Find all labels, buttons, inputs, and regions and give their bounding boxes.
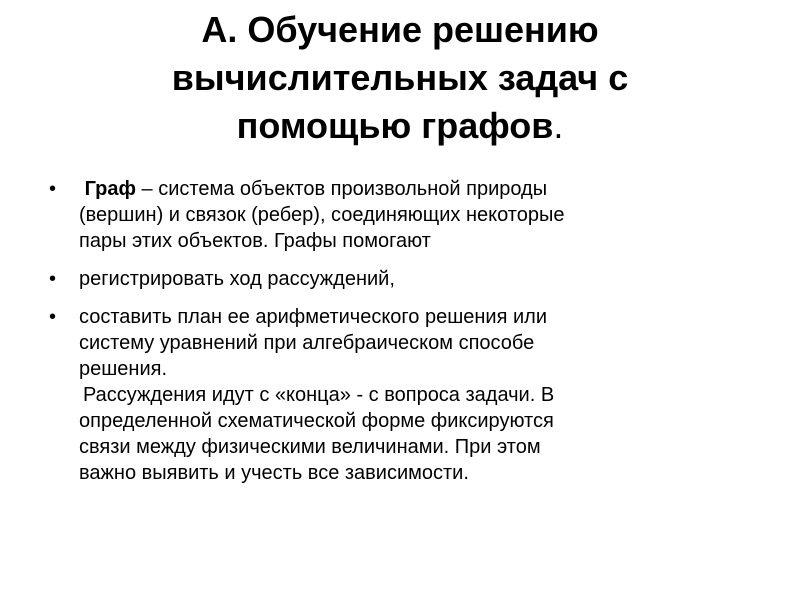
bullet-line: Рассуждения идут с «конца» - с вопроса задачи. В bbox=[83, 384, 555, 406]
bullet-line: систему уравнений при алгебраическом способе bbox=[79, 332, 535, 354]
bullet-line: пары этих объектов. Графы помогают bbox=[79, 230, 431, 252]
title-period: . bbox=[553, 105, 564, 146]
title-line-2: вычислительных задач с bbox=[171, 57, 629, 98]
bullet-item-register bbox=[47, 266, 747, 292]
term-graph: Граф bbox=[84, 178, 136, 200]
title-line-1: А. Обучение решению bbox=[201, 9, 599, 50]
bullet-list bbox=[47, 176, 747, 498]
bullet-line: связи между физическими величинами. При этом bbox=[79, 436, 541, 458]
bullet-line: (вершин) и связок (ребер), соединяющих некоторые bbox=[79, 204, 565, 226]
title-line-3-text: помощью графов bbox=[236, 105, 554, 146]
bullet-icon: • bbox=[49, 306, 57, 328]
bullet-text: – система объектов произвольной природы bbox=[135, 178, 548, 200]
bullet-line: составить план ее арифметического решения или bbox=[79, 306, 547, 328]
bullet-line: определенной схематической форме фиксируются bbox=[79, 410, 554, 432]
bullet-item-plan bbox=[47, 304, 747, 486]
bullet-item-graph-definition bbox=[47, 176, 747, 254]
bullet-line: важно выявить и учесть все зависимости. bbox=[79, 462, 469, 484]
title-line-3 bbox=[60, 102, 740, 150]
slide-title bbox=[60, 6, 740, 150]
bullet-icon: • bbox=[49, 268, 57, 290]
bullet-line: решения. bbox=[79, 358, 168, 380]
bullet-icon: • bbox=[49, 178, 57, 200]
bullet-line: регистрировать ход рассуждений, bbox=[79, 268, 395, 290]
bullet-line bbox=[79, 176, 747, 202]
